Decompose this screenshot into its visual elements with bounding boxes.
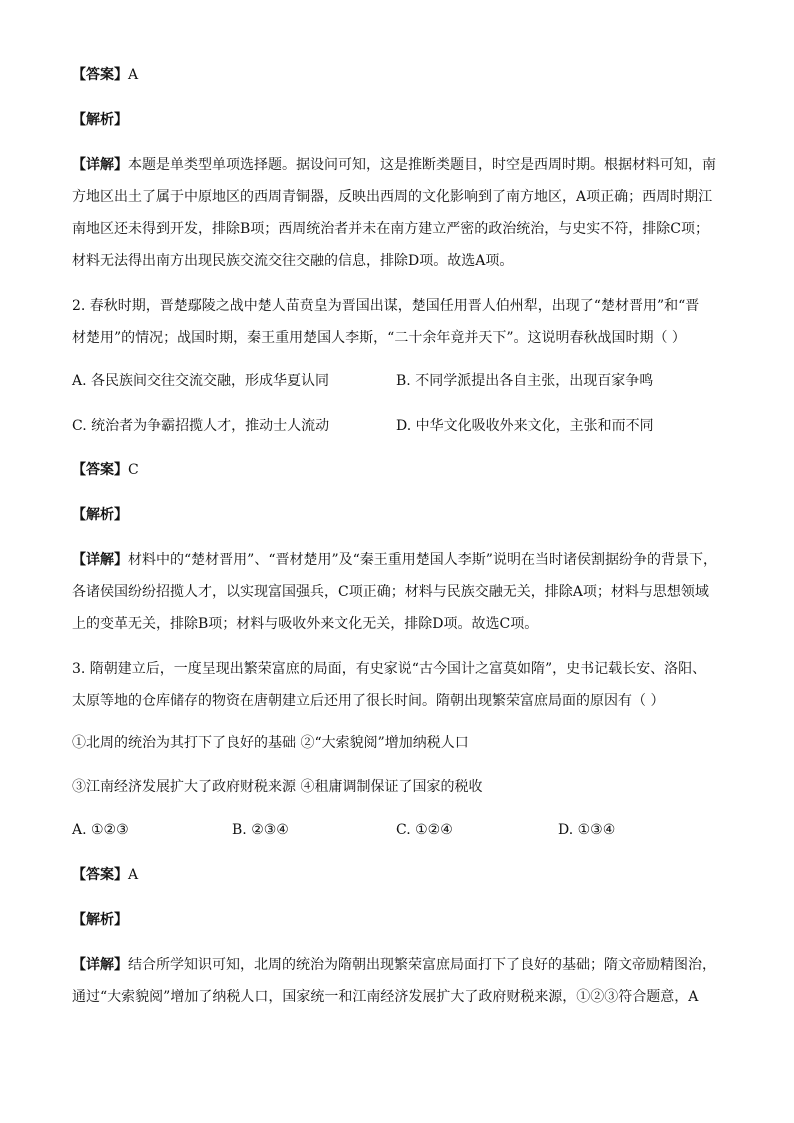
q2-option-a: A. 各民族间交往交流交融，形成华夏认同	[72, 373, 330, 389]
question-2-line-1: 2. 春秋时期，晋楚鄢陵之战中楚人苗贲皇为晋国出谋，楚国任用晋人伯州犁，出现了“楚材晋用”和“晋	[72, 298, 700, 314]
detail-2-line-2: 各诸侯国纷纷招揽人才，以实现富国强兵，C项正确；材料与民族交融无关，排除A项；材料与思想领域	[72, 584, 709, 600]
q3-option-d: D. ①③④	[558, 822, 616, 838]
question-3-line-2: 太原等地的仓库储存的物资在唐朝建立后还用了很长时间。隋朝出现繁荣富庶局面的原因有（ ）	[72, 693, 665, 709]
answer-tag: 【答案】	[72, 462, 128, 478]
question-2-line-2: 材楚用”的情况；战国时期，秦王重用楚国人李斯，“二十余年竟并天下”。这说明春秋战国时期（ ）	[72, 330, 686, 346]
question-3-line-1: 3. 隋朝建立后，一度呈现出繁荣富庶的局面，有史家说“古今国计之富莫如隋”，史书记载长安、洛阳、	[72, 661, 707, 677]
answer-tag: 【答案】	[72, 67, 128, 83]
q2-option-d: D. 中华文化吸收外来文化，主张和而不同	[396, 418, 654, 434]
detail-tag: 【详解】	[72, 957, 128, 973]
answer-1	[72, 65, 138, 85]
analysis-3	[72, 910, 128, 930]
detail-2-line-3: 上的变革无关，排除B项；材料与吸收外来文化无关，排除D项。故选C项。	[72, 616, 539, 632]
q3-option-a: A. ①②③	[72, 822, 129, 838]
q3-option-c: C. ①②④	[396, 822, 453, 838]
answer-2	[72, 460, 139, 480]
answer-tag: 【答案】	[72, 867, 128, 883]
analysis-tag: 【解析】	[72, 912, 128, 928]
detail-2-line-1	[72, 550, 717, 570]
detail-text: 结合所学知识可知，北周的统治为隋朝出现繁荣富庶局面打下了良好的基础；隋文帝励精图治，	[128, 957, 716, 973]
q2-option-c: C. 统治者为争霸招揽人才，推动士人流动	[72, 418, 330, 434]
detail-3-line-1	[72, 955, 716, 975]
answer-value: A	[128, 867, 139, 883]
q3-statements-2: ③江南经济发展扩大了政府财税来源 ④租庸调制保证了国家的税收	[72, 779, 483, 795]
detail-text: 本题是单类型单项选择题。据设问可知，这是推断类题目，时空是西周时期。根据材料可知，南	[128, 157, 716, 173]
detail-tag: 【详解】	[72, 157, 128, 173]
detail-text: 材料中的“楚材晋用”、“晋材楚用”及“秦王重用楚国人李斯”说明在当时诸侯割据纷争的背景下，	[128, 552, 717, 568]
detail-tag: 【详解】	[72, 552, 128, 568]
detail-1-line-4: 材料无法得出南方出现民族交流交往交融的信息，排除D项。故选A项。	[72, 253, 514, 269]
analysis-2	[72, 505, 128, 525]
answer-3	[72, 865, 138, 885]
answer-value: C	[128, 462, 139, 478]
detail-1-line-1	[72, 155, 716, 175]
detail-1-line-3: 南地区还未得到开发，排除B项；西周统治者并未在南方建立严密的政治统治，与史实不符，排除C项；	[72, 221, 709, 237]
q3-option-b: B. ②③④	[232, 822, 289, 838]
detail-3-line-2: 通过“大索貌阅”增加了纳税人口，国家统一和江南经济发展扩大了政府财税来源，①②③符合题意，A	[72, 989, 699, 1005]
answer-value: A	[128, 67, 139, 83]
q2-option-b: B. 不同学派提出各自主张，出现百家争鸣	[396, 373, 654, 389]
q3-statements-1: ①北周的统治为其打下了良好的基础 ②“大索貌阅”增加纳税人口	[72, 735, 469, 751]
analysis-tag: 【解析】	[72, 507, 128, 523]
analysis-tag: 【解析】	[72, 112, 128, 128]
detail-1-line-2: 方地区出土了属于中原地区的西周青铜器，反映出西周的文化影响到了南方地区，A项正确；西周时期江	[72, 189, 713, 205]
analysis-1	[72, 110, 128, 130]
